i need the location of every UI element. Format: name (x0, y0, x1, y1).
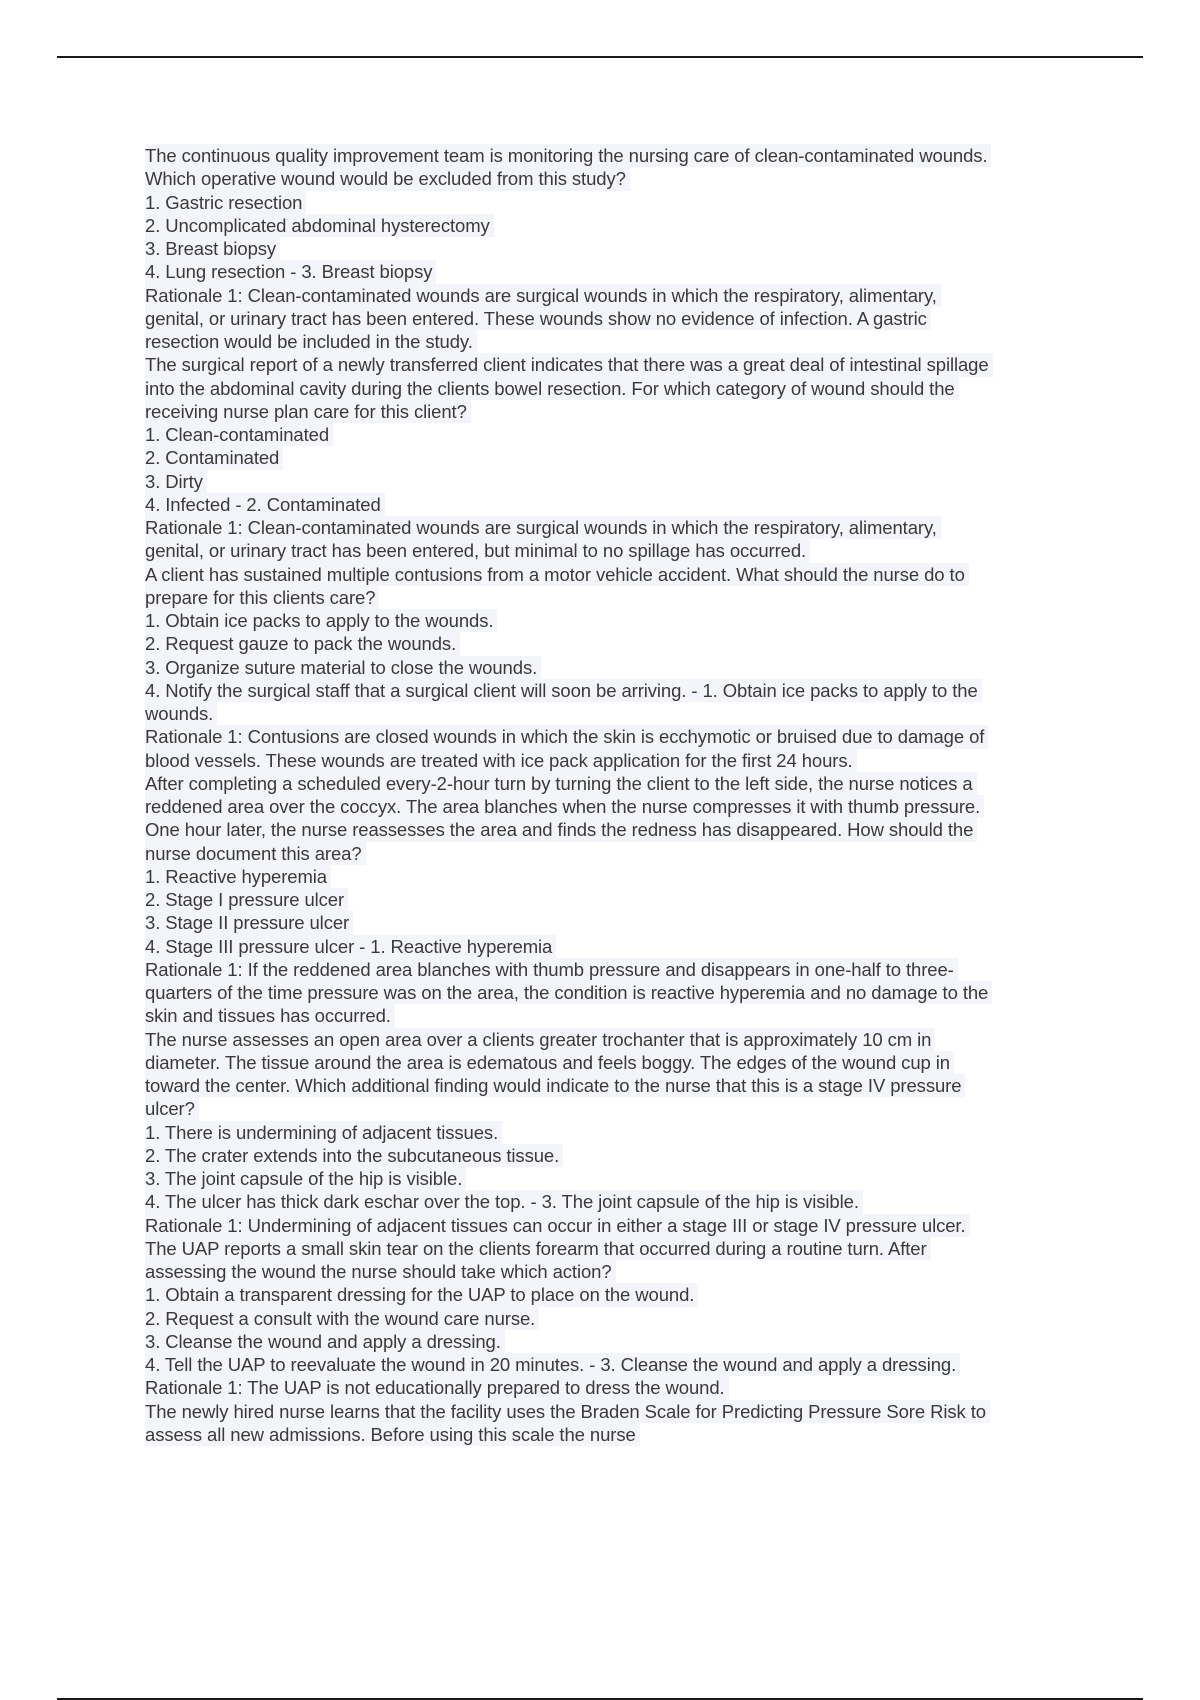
text-line: genital, or urinary tract has been entered, but minimal to no spillage has occurred. (145, 539, 810, 562)
text-line: Rationale 1: Clean-contaminated wounds are surgical wounds in which the respiratory, alimentary, (145, 516, 941, 539)
text-line: 3. Stage II pressure ulcer (145, 911, 353, 934)
text-line: genital, or urinary tract has been entered. These wounds show no evidence of infection. A gastric (145, 307, 931, 330)
text-line: 2. Request gauze to pack the wounds. (145, 632, 460, 655)
text-line: 1. Obtain ice packs to apply to the wounds. (145, 609, 497, 632)
top-horizontal-rule (57, 56, 1143, 58)
text-line: 4. The ulcer has thick dark eschar over the top. - 3. The joint capsule of the hip is visible. (145, 1190, 863, 1213)
text-line: Rationale 1: Undermining of adjacent tissues can occur in either a stage III or stage IV pressure ulcer. (145, 1214, 970, 1237)
text-line: One hour later, the nurse reassesses the area and finds the redness has disappeared. How should the (145, 818, 977, 841)
text-line: diameter. The tissue around the area is edematous and feels boggy. The edges of the wound cup in (145, 1051, 954, 1074)
text-line: assessing the wound the nurse should take which action? (145, 1260, 616, 1283)
text-line: resection would be included in the study. (145, 330, 477, 353)
text-line: 1. Obtain a transparent dressing for the UAP to place on the wound. (145, 1283, 698, 1306)
text-line: into the abdominal cavity during the clients bowel resection. For which category of wound should the (145, 377, 959, 400)
text-line: 2. Contaminated (145, 446, 283, 469)
text-line: 2. The crater extends into the subcutaneous tissue. (145, 1144, 563, 1167)
text-line: 3. Dirty (145, 470, 207, 493)
text-line: toward the center. Which additional finding would indicate to the nurse that this is a stage IV pressure (145, 1074, 965, 1097)
text-line: 3. Breast biopsy (145, 237, 280, 260)
text-line: wounds. (145, 702, 217, 725)
text-line: skin and tissues has occurred. (145, 1004, 395, 1027)
text-line: 1. There is undermining of adjacent tissues. (145, 1121, 502, 1144)
text-line: Rationale 1: The UAP is not educationally prepared to dress the wound. (145, 1376, 729, 1399)
text-line: Rationale 1: Clean-contaminated wounds are surgical wounds in which the respiratory, alimentary, (145, 284, 941, 307)
text-line: 1. Reactive hyperemia (145, 865, 331, 888)
text-line: quarters of the time pressure was on the area, the condition is reactive hyperemia and no damage to the (145, 981, 992, 1004)
text-line: 4. Lung resection - 3. Breast biopsy (145, 260, 436, 283)
text-line: 1. Gastric resection (145, 191, 306, 214)
text-line: 4. Stage III pressure ulcer - 1. Reactive hyperemia (145, 935, 556, 958)
text-line: assess all new admissions. Before using this scale the nurse (145, 1423, 640, 1446)
text-line: The nurse assesses an open area over a clients greater trochanter that is approximately 10 cm in (145, 1028, 935, 1051)
text-line: A client has sustained multiple contusions from a motor vehicle accident. What should the nurse do to (145, 563, 969, 586)
text-line: 4. Infected - 2. Contaminated (145, 493, 385, 516)
text-line: Rationale 1: Contusions are closed wounds in which the skin is ecchymotic or bruised due to damage of (145, 725, 988, 748)
text-line: The newly hired nurse learns that the facility uses the Braden Scale for Predicting Pressure Sore Risk to (145, 1400, 990, 1423)
text-line: 2. Uncomplicated abdominal hysterectomy (145, 214, 494, 237)
text-line: 4. Tell the UAP to reevaluate the wound in 20 minutes. - 3. Cleanse the wound and apply a dressing. (145, 1353, 960, 1376)
text-line: receiving nurse plan care for this client? (145, 400, 471, 423)
text-line: 3. Cleanse the wound and apply a dressing. (145, 1330, 505, 1353)
text-line: The surgical report of a newly transferred client indicates that there was a great deal of intestinal spillage (145, 353, 993, 376)
text-line: 1. Clean-contaminated (145, 423, 333, 446)
text-line: The UAP reports a small skin tear on the clients forearm that occurred during a routine turn. After (145, 1237, 931, 1260)
text-line: 2. Request a consult with the wound care nurse. (145, 1307, 539, 1330)
text-line: prepare for this clients care? (145, 586, 379, 609)
text-line: Which operative wound would be excluded from this study? (145, 167, 630, 190)
text-line: 3. The joint capsule of the hip is visible. (145, 1167, 466, 1190)
text-line: ulcer? (145, 1097, 199, 1120)
text-line: After completing a scheduled every-2-hour turn by turning the client to the left side, the nurse notices a (145, 772, 977, 795)
text-line: blood vessels. These wounds are treated with ice pack application for the first 24 hours. (145, 749, 857, 772)
text-line: nurse document this area? (145, 842, 366, 865)
text-line: 4. Notify the surgical staff that a surgical client will soon be arriving. - 1. Obtain ice packs to apply to the (145, 679, 982, 702)
text-line: 2. Stage I pressure ulcer (145, 888, 348, 911)
text-line: reddened area over the coccyx. The area blanches when the nurse compresses it with thumb pressure. (145, 795, 984, 818)
text-line: Rationale 1: If the reddened area blanches with thumb pressure and disappears in one-half to three- (145, 958, 958, 981)
document-body (145, 144, 1085, 1446)
text-line: The continuous quality improvement team is monitoring the nursing care of clean-contaminated wounds. (145, 144, 991, 167)
text-line: 3. Organize suture material to close the wounds. (145, 656, 541, 679)
